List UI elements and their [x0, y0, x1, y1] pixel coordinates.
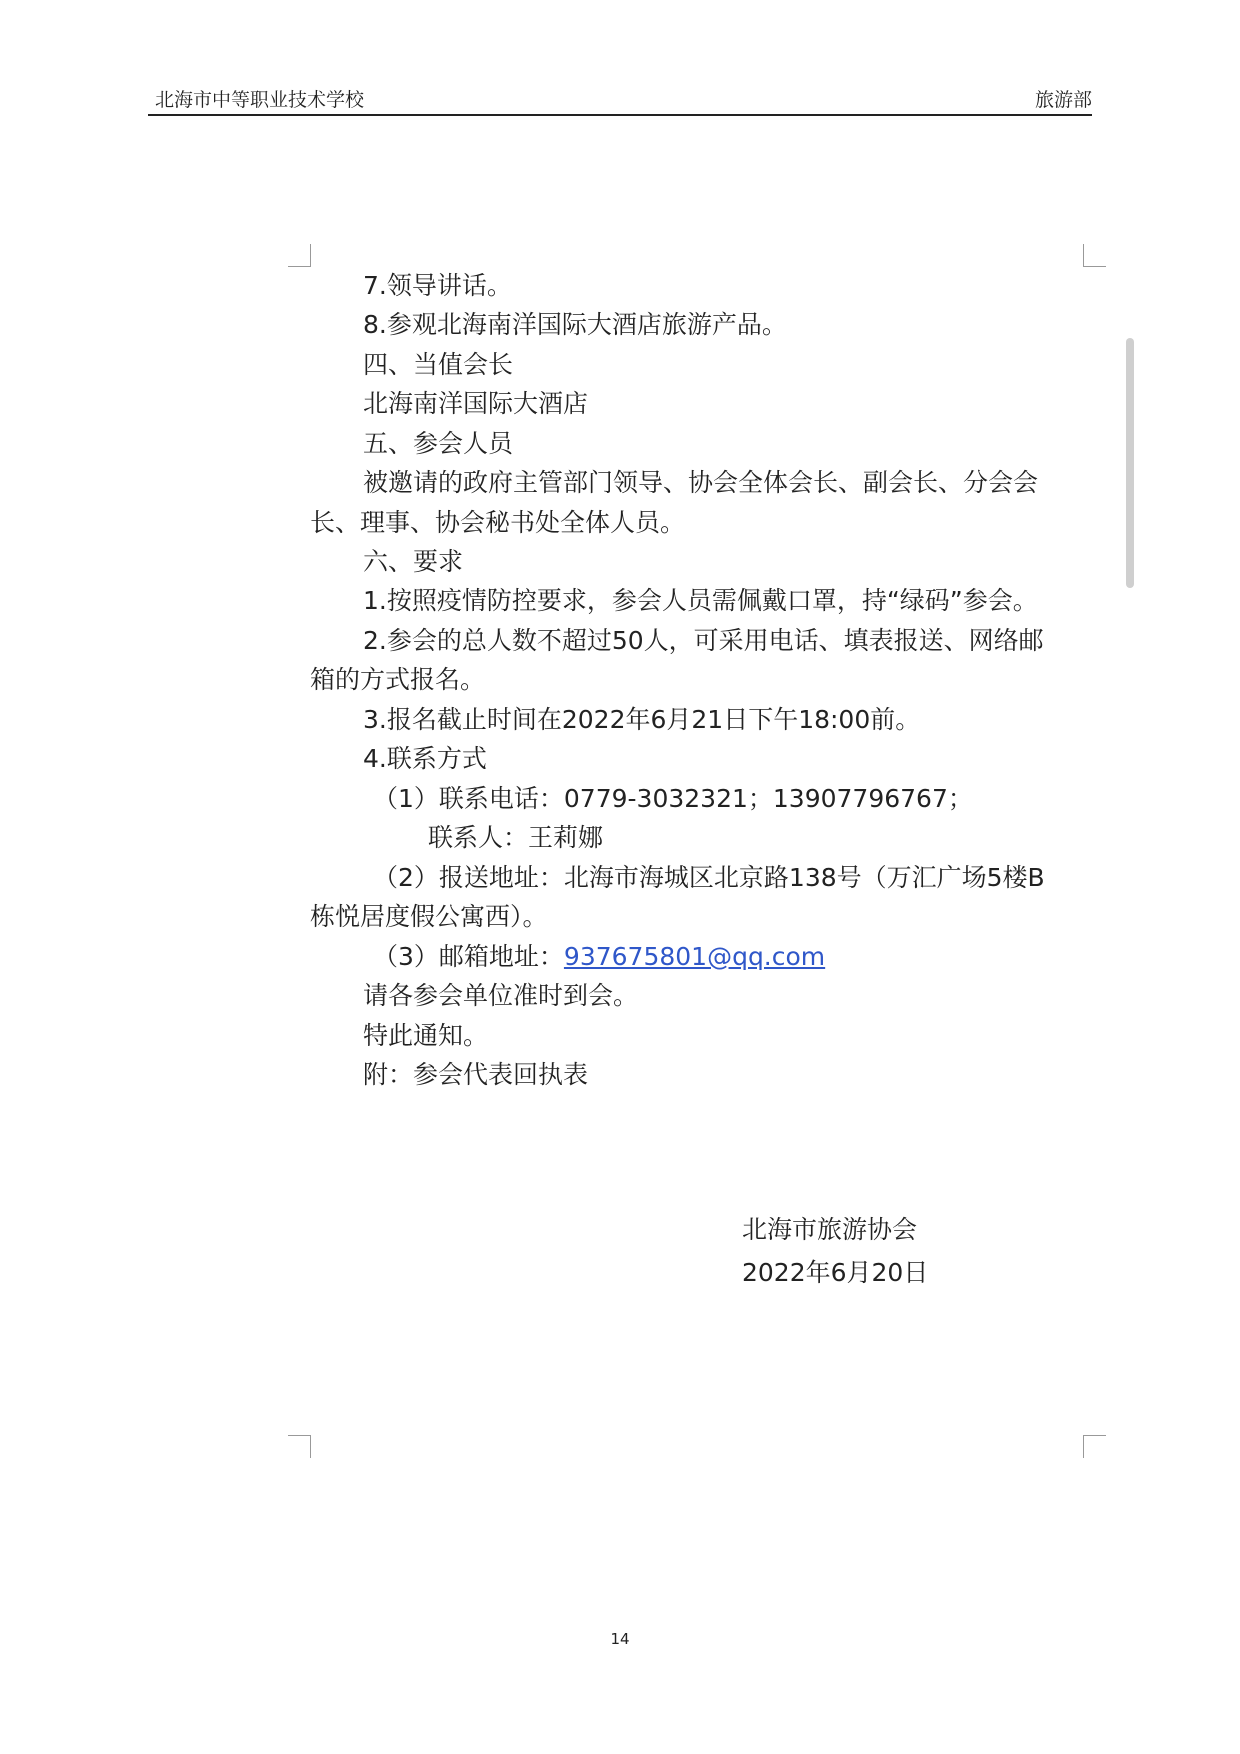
crop-mark-top-left [288, 244, 311, 267]
header-divider [148, 114, 1092, 116]
agenda-item-8: 8.参观北海南洋国际大酒店旅游产品。 [363, 310, 787, 339]
contact-email-label: （3）邮箱地址： [373, 942, 564, 971]
header-department: 旅游部 [1034, 89, 1092, 111]
crop-mark-bottom-left [288, 1435, 311, 1458]
contact-address-line-2: 栋悦居度假公寓西）。 [310, 902, 548, 931]
section-heading-5: 五、参会人员 [363, 429, 514, 458]
section-heading-6: 六、要求 [363, 547, 464, 576]
section-heading-4: 四、当值会长 [363, 350, 514, 379]
attendees-line-1: 被邀请的政府主管部门领导、协会全体会长、副会长、分会会 [363, 468, 1039, 497]
contact-phone: （1）联系电话：0779-3032321；13907796767； [373, 784, 973, 813]
requirement-1: 1.按照疫情防控要求，参会人员需佩戴口罩，持“绿码”参会。 [363, 586, 1038, 615]
requirement-2-line-2: 箱的方式报名。 [310, 665, 486, 694]
contact-email-line [373, 941, 825, 973]
closing-line-2: 特此通知。 [363, 1021, 489, 1050]
closing-line-1: 请各参会单位准时到会。 [363, 981, 639, 1010]
on-duty-president: 北海南洋国际大酒店 [363, 389, 589, 418]
contact-person: 联系人：王莉娜 [428, 823, 604, 852]
attachment-note: 附：参会代表回执表 [363, 1060, 589, 1089]
agenda-item-7: 7.领导讲话。 [363, 271, 512, 300]
crop-mark-bottom-right [1083, 1435, 1106, 1458]
signature-organization: 北海市旅游协会 [742, 1215, 918, 1244]
requirement-3: 3.报名截止时间在2022年6月21日下午18:00前。 [363, 705, 921, 734]
scrollbar-thumb[interactable] [1126, 338, 1134, 588]
signature-date: 2022年6月20日 [742, 1258, 929, 1287]
requirement-2-line-1: 2.参会的总人数不超过50人，可采用电话、填表报送、网络邮 [363, 626, 1044, 655]
requirement-4-heading: 4.联系方式 [363, 744, 487, 773]
contact-email-link[interactable]: 937675801@qq.com [563, 942, 826, 971]
header-school-name: 北海市中等职业技术学校 [155, 89, 365, 111]
attendees-line-2: 长、理事、协会秘书处全体人员。 [310, 508, 686, 537]
crop-mark-top-right [1083, 244, 1106, 267]
contact-address-line-1: （2）报送地址：北海市海城区北京路138号（万汇广场5楼B [373, 863, 1045, 892]
page-number: 14 [610, 1630, 630, 1648]
